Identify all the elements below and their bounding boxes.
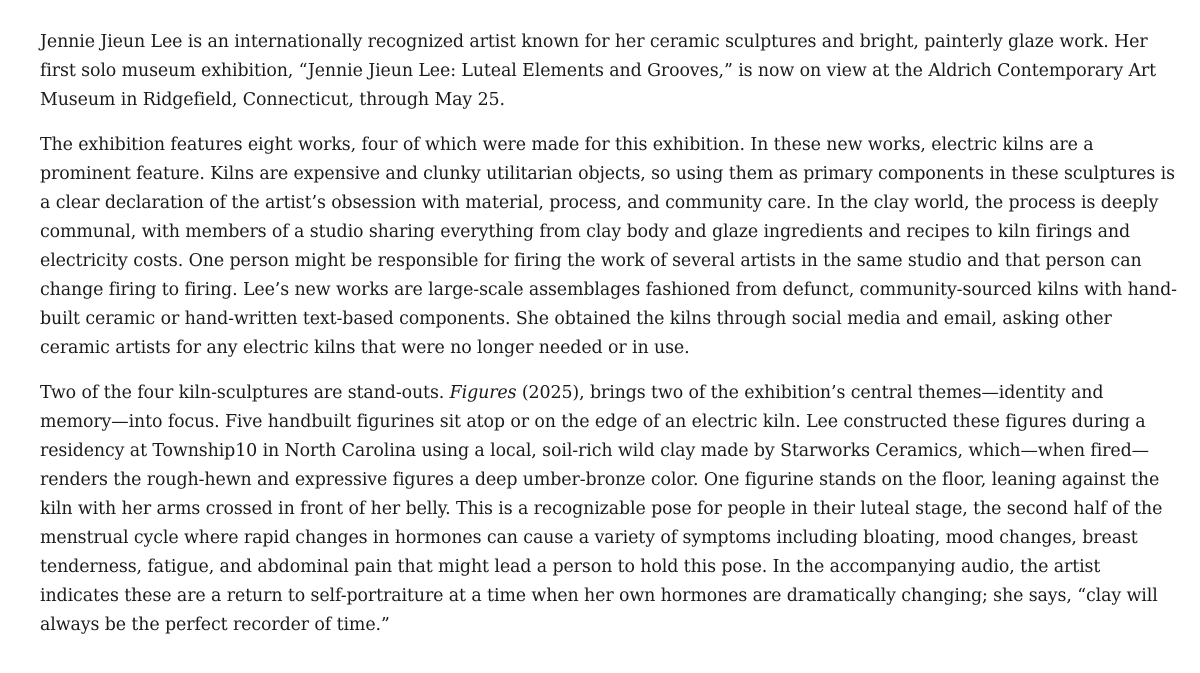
article-body: [40, 28, 1180, 656]
paragraph-intro: Jennie Jieun Lee is an internationally recognized artist known for her ceramic sculptures and bright, painterly glaze work. Her first solo museum exhibition, “Jennie Jieun Lee: Luteal Elements and Grooves,” is now on view at the Aldrich Contemporary Art Museum in Ridgefield, Connecticut, through May 25.: [40, 32, 1157, 110]
paragraph-figures: [40, 379, 1180, 640]
artwork-title: Figures: [449, 383, 517, 403]
paragraph-figures-lead: Two of the four kiln-sculptures are stand-outs.: [40, 383, 450, 403]
paragraph-figures-rest: (2025), brings two of the exhibition’s central themes—identity and memory—into focus. Five handbuilt figurines sit atop or on the edge of an electric kiln. Lee constructed these figures during a residency at Township10 in North Carolina using a local, soil-rich wild clay made by Starworks Ceramics, which—when fired—renders the rough-hewn and expressive figures a deep umber-bronze color. One figurine stands on the floor, leaning against the kiln with her arms crossed in front of her belly. This is a recognizable pose for people in their luteal stage, the second half of the menstrual cycle where rapid changes in hormones can cause a variety of symptoms including bloating, mood changes, breast tenderness, fatigue, and abdominal pain that might lead a person to hold this pose. In the accompanying audio, the artist indicates these are a return to self-portraiture at a time when her own hormones are dramatically changing; she says, “clay will always be the perfect recorder of time.”: [40, 383, 1163, 635]
paragraph-exhibition: The exhibition features eight works, four of which were made for this exhibition. In these new works, electric kilns are a prominent feature. Kilns are expensive and clunky utilitarian objects, so using them as primary components in these sculptures is a clear declaration of the artist’s obsession with material, process, and community care. In the clay world, the process is deeply communal, with members of a studio sharing everything from clay body and glaze ingredients and recipes to kiln firings and electricity costs. One person might be responsible for firing the work of several artists in the same studio and that person can change firing to firing. Lee’s new works are large-scale assemblages fashioned from defunct, community-sourced kilns with hand-built ceramic or hand-written text-based components. She obtained the kilns through social media and email, asking other ceramic artists for any electric kilns that were no longer needed or in use.: [40, 135, 1177, 358]
